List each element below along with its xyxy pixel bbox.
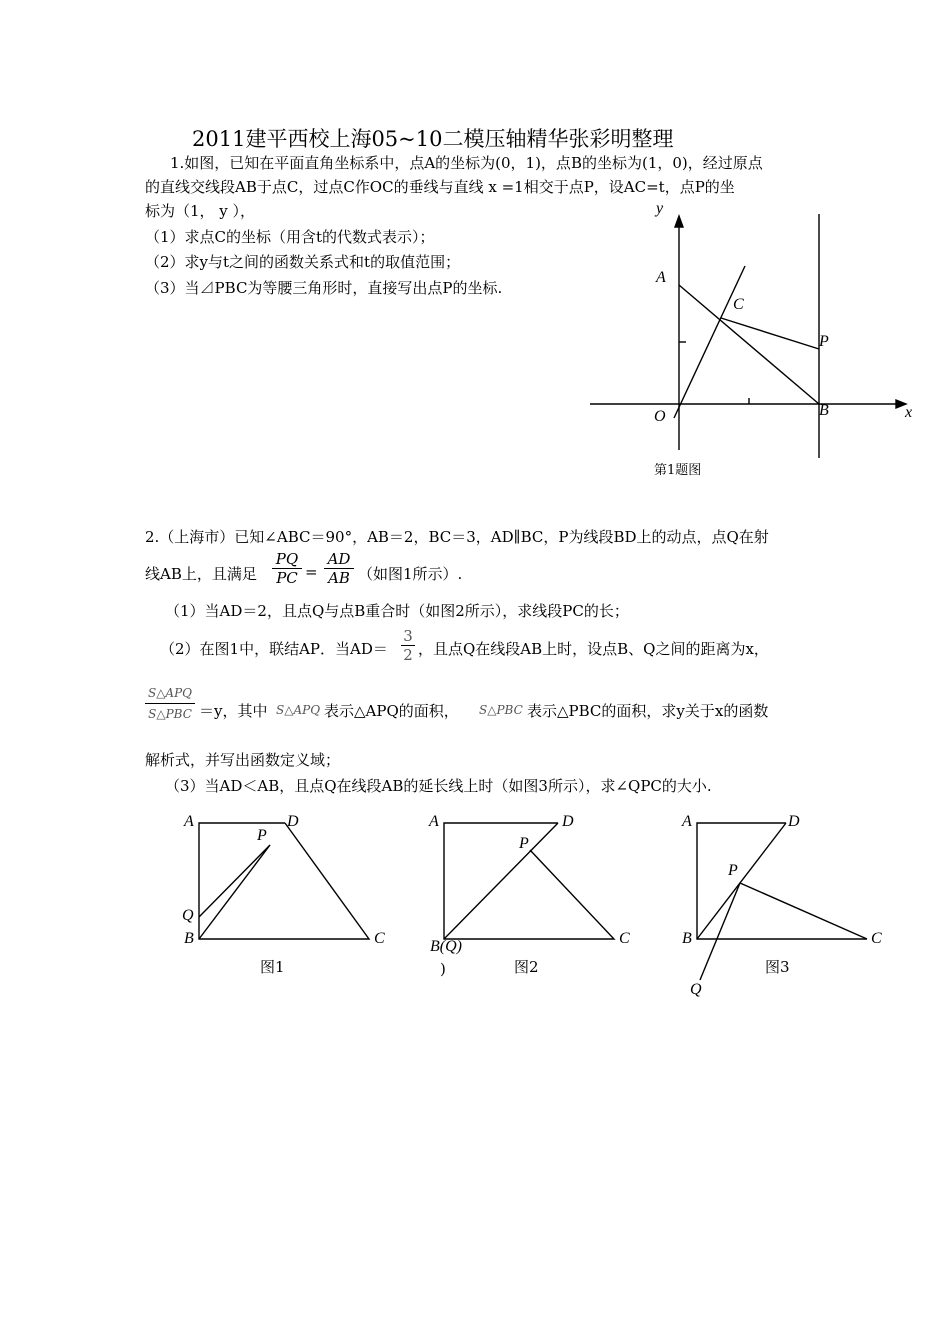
p1-question-3: （3）当⊿PBC为等腰三角形时，直接写出点P的坐标. [145,279,503,297]
fig2-label-d: D [562,813,574,830]
fig2-caption: 图2 [514,958,539,976]
fig1-label-d: D [287,813,299,830]
fig1-caption: 图1 [260,958,285,976]
label-p: P [819,333,829,350]
p2-line-s: ＝y，其中 [199,702,268,720]
fig3-label-d: D [788,813,800,830]
fig1-label-c: C [374,930,385,947]
fraction-denominator: PC [276,569,298,587]
fig3-label-b: B [682,930,692,947]
p2-mid1: 表示△APQ的面积， [324,702,459,720]
s-apq-symbol: S△APQ [276,703,321,717]
figure-2 [444,823,614,939]
fig3-label-c: C [871,930,882,947]
p2-line-domain: 解析式，并写出函数定义域； [145,751,341,769]
fig2-label-c: C [619,930,630,947]
p1-line3: 标为（1， y ）， [145,202,256,220]
fig3-caption: 图3 [765,958,790,976]
label-c: C [733,296,744,313]
fraction-denominator: 2 [403,646,413,664]
fraction-denominator: AB [328,569,350,587]
fig2-label-p: P [519,835,529,852]
fig2-label-b: B(Q) [430,938,462,955]
p2-question-3: （3）当AD＜AB，且点Q在线段AB的延长线上时（如图3所示），求∠QPC的大小. [165,777,712,795]
fig1-label-q: Q [182,907,194,924]
p2-line1: 2.（上海市）已知∠ABC＝90°，AB＝2，BC＝3，AD∥BC，P为线段BD上的动点，点Q在射 [145,528,769,546]
fraction-numerator: S△APQ [147,686,193,700]
p2-line2-pre: 线AB上，且满足 [145,565,257,583]
fraction-numerator: PQ [275,550,299,568]
p2-line2-post: （如图1所示）. [358,565,463,583]
fig3-label-p: P [728,862,738,879]
fig1-label-b: B [184,930,194,947]
p1-question-2: （2）求y与t之间的函数关系式和t的取值范围； [145,253,461,271]
fraction-denominator: S△PBC [148,707,192,721]
fig3-label-q: Q [690,981,702,998]
label-x: x [905,404,913,421]
equals-sign: = [305,563,318,581]
p1-line1: 1.如图，已知在平面直角坐标系中，点A的坐标为(0，1)，点B的坐标为(1，0)，经过原点 [170,154,763,172]
page-title: 2011建平西校上海05~10二模压轴精华张彩明整理 [192,127,674,151]
figure-1 [199,823,369,939]
p1-line2: 的直线交线段AB于点C，过点C作OC的垂线与直线 x =1相交于点P，设AC=t，点P的坐 [145,178,735,196]
label-b: B [819,402,829,419]
fraction-numerator: 3 [403,627,413,645]
label-a: A [656,269,666,286]
fig3-label-a: A [682,813,692,830]
fig2-label-a: A [429,813,439,830]
fraction-numerator: AD [327,550,351,568]
s-pbc-symbol: S△PBC [479,703,523,717]
p1-question-1: （1）求点C的坐标（用含t的代数式表示）； [145,228,435,246]
label-o: O [654,408,666,425]
figure1-caption: 第1题图 [654,463,702,478]
label-y: y [656,200,664,217]
p2-mid2: 表示△PBC的面积，求y关于x的函数 [527,702,769,720]
p2-question-2-pre: （2）在图1中，联结AP．当AD＝ [160,640,388,658]
p2-question-1: （1）当AD＝2，且点Q与点B重合时（如图2所示），求线段PC的长； [165,602,629,620]
fig1-label-a: A [184,813,194,830]
p2-question-2-post: ，且点Q在线段AB上时，设点B、Q之间的距离为x， [418,640,769,658]
fig2-label-extra: ) [440,960,446,978]
fig1-label-p: P [257,827,267,844]
